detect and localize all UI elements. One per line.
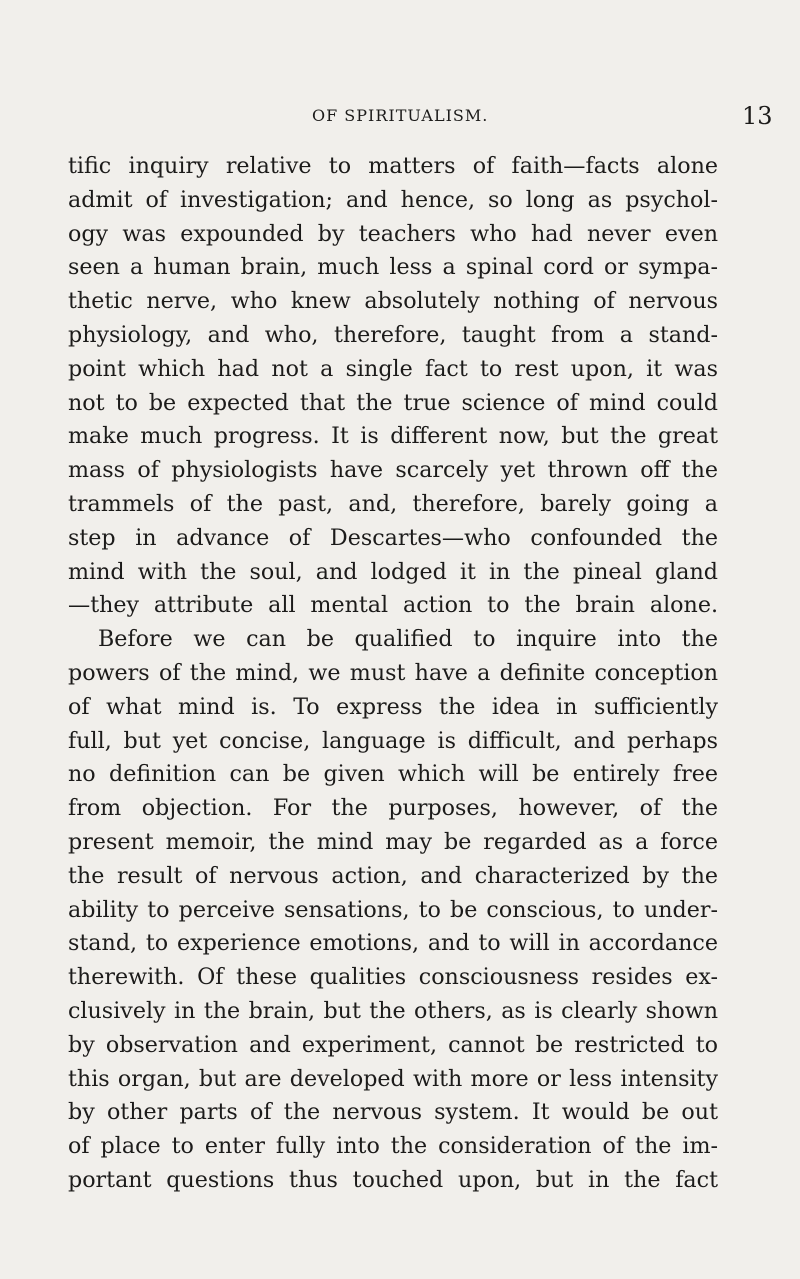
text-line: point which had not a single fact to rest upon, it was [68,355,718,382]
text-line: present memoir, the mind may be regarded as a force [68,828,718,855]
text-line: —they attribute all mental action to the brain alone. [68,592,718,619]
running-head [0,102,800,134]
text-line: therewith. Of these qualities consciousness resides ex- [68,964,718,991]
running-title: OF SPIRITUALISM. [312,106,489,125]
text-line: by other parts of the nervous system. It would be out [68,1099,718,1126]
text-line: make much progress. It is different now, but the great [68,423,718,450]
page-number: 13 [742,102,773,130]
text-line: powers of the mind, we must have a definite conception [68,659,718,686]
text-line: mass of physiologists have scarcely yet thrown off the [68,457,718,484]
text-line: physiology, and who, therefore, taught from a stand- [68,321,718,348]
text-line: ability to perceive sensations, to be conscious, to under- [68,896,718,923]
text-line: step in advance of Descartes—who confounded the [68,524,718,551]
text-line: seen a human brain, much less a spinal cord or sympa- [68,254,718,281]
text-line: of what mind is. To express the idea in sufficiently [68,693,718,720]
text-line: no definition can be given which will be entirely free [68,761,718,788]
text-line: by observation and experiment, cannot be restricted to [68,1031,718,1058]
text-line: clusively in the brain, but the others, as is clearly shown [68,997,718,1024]
text-line: not to be expected that the true science of mind could [68,389,718,416]
text-line: portant questions thus touched upon, but in the fact [68,1166,718,1193]
text-line: trammels of the past, and, therefore, barely going a [68,490,718,517]
text-line: mind with the soul, and lodged it in the pineal gland [68,558,718,585]
text-line: tific inquiry relative to matters of faith—facts alone [68,153,718,179]
text-line: thetic nerve, who knew absolutely nothing of nervous [68,288,718,315]
text-line: stand, to experience emotions, and to will in accordance [68,930,718,957]
text-line: admit of investigation; and hence, so long as psychol- [68,186,718,213]
text-line: the result of nervous action, and characterized by the [68,862,718,889]
text-line: Before we can be qualified to inquire into the [98,626,718,653]
body-text [68,150,718,1198]
text-line: from objection. For the purposes, however, of the [68,795,718,822]
text-line: ogy was expounded by teachers who had never even [68,220,718,247]
text-line: full, but yet concise, language is difficult, and perhaps [68,727,718,754]
text-line: this organ, but are developed with more or less intensity [68,1065,718,1092]
text-line: of place to enter fully into the consideration of the im- [68,1133,718,1160]
